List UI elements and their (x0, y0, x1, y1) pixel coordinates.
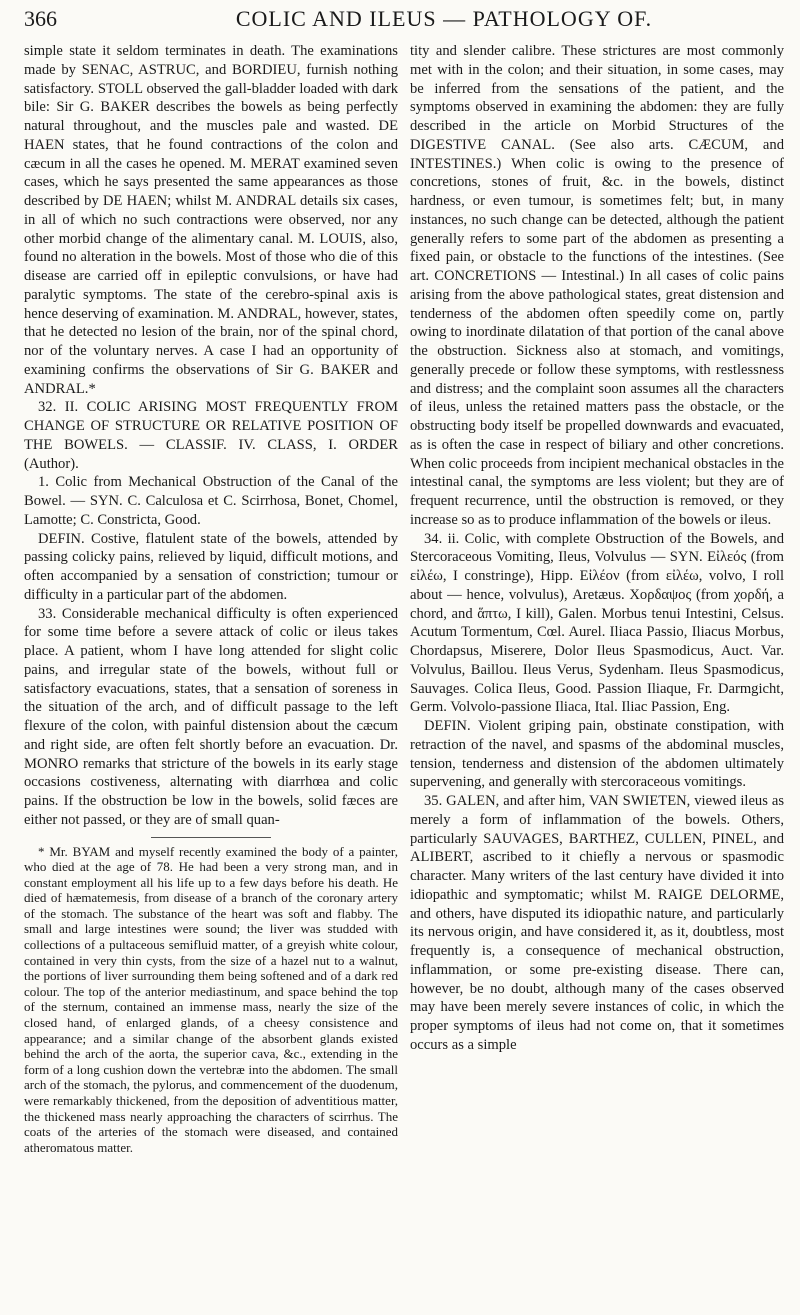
paragraph: tity and slender calibre. These strictures are most commonly met with in the colon; and their situation, in some cases, may be inferred from the sensations of the patient, and the symptoms observed in examining the abdomen: they are fully described in the article on Morbid Structures of the DIGESTIVE CANAL. (See also arts. CÆCUM, and INTESTINES.) When colic is owing to the presence of concretions, stones of fruit, &c. in the bowels, distinct hardness, or even tumour, is sometimes felt; but, in many instances, no such change can be detected, although the patient generally refers to some part of the abdomen as presenting a fixed pain, or obstacle to the functions of the intestines. (See art. CONCRETIONS — Intestinal.) In all cases of colic pains arising from the above pathological states, great distension and tenderness of the abdomen often speedily come on, partly owing to inordinate dilatation of that portion of the canal above the obstruction. Sickness also at stomach, and vomitings, generally precede or follow these symptoms, with restlessness and distress; and the complaint soon assumes all the characters of ileus, unless the retained matters pass the obstacle, or the obstructing body itself be propelled downwards and evacuated, as is often the case in respect of biliary and other concretions. When colic proceeds from incipient mechanical obstacles in the intestinal canal, the symptoms are less violent; but they are of frequent recurrence, until the obstruction is removed, or they increase so as to produce inflammation of the bowels or ileus. (410, 43, 784, 528)
left-column (24, 42, 398, 1155)
paragraph: 33. Considerable mechanical difficulty is often experienced for some time before a severe attack of colic or ileus takes place. A patient, whom I have long attended for slight colic pains, and irregular state of the bowels, without full or satisfactory evacuations, states, that a sensation of soreness in the situation of the arch, and of difficult passage to the left flexure of the colon, with painful distension about the cæcum and right side, are often felt shortly before an evacuation. Dr. MONRO remarks that stricture of the bowels in its early stage occasions costiveness, alternating with diarrhœa and colic pains. If the obstruction be low in the bowels, solid fæces are either not passed, or they are of small quan- (24, 605, 398, 828)
text-columns (24, 42, 786, 1155)
section-heading: 32. II. COLIC ARISING MOST FREQUENTLY FROM CHANGE OF STRUCTURE OR RELATIVE POSITION OF THE BOWELS. — CLASSIF. IV. CLASS, I. ORDER (Author). (24, 399, 398, 472)
paragraph: 35. GALEN, and after him, VAN SWIETEN, viewed ileus as merely a form of inflammation of the bowels. Others, particularly SAUVAGES, BARTHEZ, CULLEN, PINEL, and ALIBERT, ascribed to it chiefly a nervous or spasmodic character. Many writers of the last century have divided it into idiopathic and symptomatic; whilst M. RAIGE DELORME, and others, have disputed its idiopathic nature, and particularly its nervous origin, and have considered it, as it, doubtless, most frequently is, a consequence of mechanical obstruction, inflammation, or some pre-existing disease. There can, however, be no doubt, although many of the cases observed may have been merely severe instances of colic, in which the proper symptoms of ileus had not come on, that it sometimes occurs as a simple (410, 793, 784, 1053)
running-title: COLIC AND ILEUS — PATHOLOGY OF. (235, 6, 653, 31)
subsection-heading: 1. Colic from Mechanical Obstruction of the Canal of the Bowel. — SYN. C. Calculosa et C. Scirrhosa, Bonet, Chomel, Lamotte; C. Constricta, Good. (24, 474, 398, 528)
page-header (24, 6, 786, 40)
subsection-heading: 34. ii. Colic, with complete Obstruction of the Bowels, and Stercoraceous Vomiting, Ileus, Volvulus — SYN. Εἰλεός (from εἰλέω, I constringe), Hipp. Εἰλέον (from εἰλέω, volvo, I roll about — hence, volvulus), Aretæus. Χορδαψος (from χορδή, a chord, and ἅπτω, I kill), Galen. Morbus tenui Intestini, Celsus. Acutum Tormentum, Cœl. Aurel. Iliaca Passio, Iliacus Morbus, Chordapsus, Miserere, Dolor Ileus Spasmodicus, Auct. Var. Volvulus, Baillou. Ileus Verus, Sydenham. Ileus Spasmodicus, Sauvages. Colica Ileus, Good. Passion Iliaque, Fr. Darmgicht, Germ. Volvolo-passione Iliaca, Ital. Iliac Passion, Eng. (410, 530, 784, 716)
definition: DEFIN. Costive, flatulent state of the bowels, attended by passing colicky pains, relieved by liquid, difficult motions, and often accompanied by a sensation of constriction; tumour or difficulty in a particular part of the abdomen. (24, 530, 398, 603)
paragraph: simple state it seldom terminates in death. The examinations made by SENAC, ASTRUC, and BORDIEU, furnish nothing satisfactory. STOLL observed the gall-bladder loaded with dark bile: Sir G. BAKER describes the bowels as being perfectly natural throughout, and the muscles pale and wasted. DE HAEN states, that he found contractions of the colon and cæcum in all the cases he opened. M. MERAT examined seven cases, which he says presented the same appearances as those described by DE HAEN; whilst M. ANDRAL details six cases, in all of which no such contractions were observed, nor any other morbid change of the alimentary canal. M. LOUIS, also, found no alteration in the bowels. Most of those who die of this disease are carried off in epileptic convulsions, or have had paralytic symptoms. The state of the cerebro-spinal axis is hence deserving of examination. M. ANDRAL, however, states, that he detected no lesion of the brain, nor of the spinal chord, nor of the voluntary nerves. A case I had an opportunity of examining confirms the observations of Sir G. BAKER and ANDRAL.* (24, 43, 398, 397)
footnote: * Mr. BYAM and myself recently examined the body of a painter, who died at the age of 78. He had been a very strong man, and in constant employment all his life up to a few days before his death. He died of hæmatemesis, from disease of a branch of the coronary artery of the stomach. The substance of the heart was soft and flabby. The small and large intestines were sound; the liver was studded with collections of a pultaceous semifluid matter, of a greyish white colour, contained in very thin cysts, from the size of a hazel nut to a walnut, the portions of liver surrounding them being softened and of a dark red colour. The top of the anterior mediastinum, and space behind the top of the sternum, contained an immense mass, nearly the size of the closed hand, of enlarged glands, of a cheesy consistence and appearance; and a similar change of the absorbent glands existed behind the arch of the aorta, the superior cava, &c., extending in the form of a long cushion down the vertebræ into the abdomen. The small arch of the stomach, the pylorus, and commencement of the duodenum, were remarkably thickened, from the deposition of adventitious matter, the thickened mass nearly approaching the characters of scirrhus. The coats of the arteries of the stomach were diseased, and contained atheromatous matter. (24, 843, 398, 1155)
page-number: 366 (24, 6, 57, 31)
footnote-divider (151, 837, 271, 838)
right-column (410, 42, 784, 1155)
definition: DEFIN. Violent griping pain, obstinate constipation, with retraction of the navel, and spasms of the abdominal muscles, tension, tenderness and distension of the abdomen ultimately supervening, and generally with stercoraceous vomitings. (410, 718, 784, 791)
